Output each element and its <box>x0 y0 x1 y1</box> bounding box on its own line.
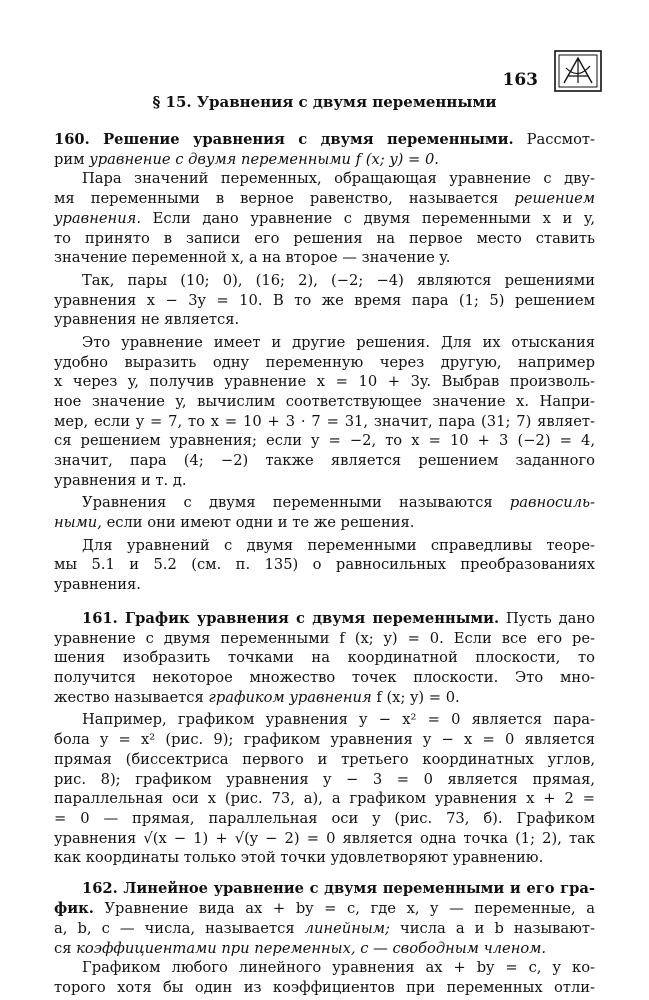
text-line: удобно выразить одну переменную через другую, например <box>54 353 595 371</box>
term-emphasis: решением <box>514 190 595 208</box>
term-emphasis: равносиль- <box>509 494 595 512</box>
text-line <box>54 899 595 919</box>
text-line: Графиком любого линейного уравнения ax + by = c, у ко- <box>82 959 595 977</box>
text-line: бола y = x² (рис. 9); графиком уравнения y − x = 0 является <box>54 731 595 749</box>
text-line: Пара значений переменных, обращающая уравнение с дву- <box>82 170 595 188</box>
text-fragment: числа a и b называют- <box>389 919 595 937</box>
subsection-heading-161: 161. График уравнения с двумя переменными. <box>82 609 500 627</box>
text-line: Для уравнений с двумя переменными справедливы теоре- <box>82 536 595 554</box>
text-line: Например, графиком уравнения y − x² = 0 является пара- <box>82 711 595 729</box>
text-line: параллельная оси x (рис. 73, а), а графиком уравнения x + 2 = <box>54 790 595 808</box>
term-emphasis: графиком уравнения <box>208 688 372 706</box>
term-emphasis: коэффициентами при переменных, c — свободным членом. <box>76 939 547 957</box>
text-line <box>54 189 595 209</box>
text-fragment: мя переменными в верное равенство, называется <box>54 190 515 208</box>
text-fragment: Рассмот- <box>513 131 595 148</box>
text-line: x через y, получив уравнение x = 10 + 3y. Выбрав произволь- <box>54 373 595 391</box>
subsection-heading-160: 160. Решение уравнения с двумя переменными. <box>54 131 514 148</box>
publisher-emblem-icon <box>554 50 604 94</box>
text-line: значение переменной x, а на второе — значение y. <box>54 249 451 267</box>
text-line <box>82 609 595 629</box>
term-emphasis: ными, <box>54 514 102 532</box>
text-fragment: f (x; y) = 0. <box>371 688 460 706</box>
text-fragment: если они имеют одни и те же решения. <box>101 514 415 532</box>
text-line <box>54 130 595 150</box>
text-line: мы 5.1 и 5.2 (см. п. 135) о равносильных преобразованиях <box>54 556 595 574</box>
text-line: ное значение y, вычислим соответствующее значение x. Напри- <box>54 393 595 410</box>
text-fragment: a, b, c — числа, называется <box>54 919 305 937</box>
section-title: § 15. Уравнения с двумя переменными <box>152 93 497 111</box>
text-line: = 0 — прямая, параллельная оси y (рис. 73, б). Графиком <box>54 809 595 827</box>
text-fragment: ся <box>54 939 77 957</box>
subsection-heading-162: 162. Линейное уравнение с двумя переменными и его гра- <box>82 880 595 898</box>
text-line: уравнения √(x − 1) + √(y − 2) = 0 является одна точка (1; 2), так <box>54 829 595 847</box>
term-emphasis: уравнения. <box>54 209 142 227</box>
text-line <box>54 919 595 939</box>
text-line <box>54 939 595 959</box>
text-line: уравнения. <box>54 576 141 594</box>
text-line: шения изобразить точками на координатной плоскости, то <box>54 649 595 667</box>
text-emphasis: уравнение с двумя переменными f (x; y) = 0. <box>89 150 439 168</box>
page-number: 163 <box>502 70 538 90</box>
text-fragment: рим <box>54 150 90 168</box>
subsection-heading-162-cont: фик. <box>54 900 94 918</box>
text-line: Так, пары (10; 0), (16; 2), (−2; −4) являются решениями <box>82 271 595 289</box>
text-line <box>82 493 595 513</box>
text-line: уравнение с двумя переменными f (x; y) = 0. Если все его ре- <box>54 629 595 647</box>
text-fragment: Пусть дано <box>499 609 595 627</box>
text-line: торого хотя бы один из коэффициентов при переменных отли- <box>54 979 595 996</box>
text-line <box>54 513 595 533</box>
text-line <box>54 150 595 170</box>
text-line: ся решением уравнения; если y = −2, то x = 10 + 3 (−2) = 4, <box>54 432 595 450</box>
text-line: получится некоторое множество точек плоскости. Это мно- <box>54 669 595 687</box>
text-line: мер, если y = 7, то x = 10 + 3 · 7 = 31, значит, пара (31; 7) являет- <box>54 412 595 430</box>
text-line: уравнения x − 3y = 10. В то же время пара (1; 5) решением <box>54 291 595 309</box>
text-fragment: Уравнение вида ax + by = c, где x, y — переменные, a <box>93 900 595 918</box>
text-line: прямая (биссектриса первого и третьего координатных углов, <box>54 750 595 768</box>
text-line: как координаты только этой точки удовлетворяют уравнению. <box>54 849 544 867</box>
term-emphasis: линейным; <box>304 919 390 937</box>
text-line: значит, пара (4; −2) также является решением заданного <box>54 452 595 470</box>
text-fragment: Уравнения с двумя переменными называются <box>82 494 510 512</box>
text-line: то принято в записи его решения на первое место ставить <box>54 229 595 247</box>
text-line <box>54 209 595 229</box>
text-fragment: жество называется <box>54 688 209 706</box>
text-line <box>54 688 595 708</box>
text-fragment: Если дано уравнение с двумя переменными x и y, <box>141 209 595 227</box>
text-line: Это уравнение имеет и другие решения. Для их отыскания <box>82 333 595 351</box>
text-line: уравнения и т. д. <box>54 471 187 489</box>
text-line: уравнения не является. <box>54 311 240 329</box>
text-line: рис. 8); графиком уравнения y − 3 = 0 является прямая, <box>54 770 595 788</box>
